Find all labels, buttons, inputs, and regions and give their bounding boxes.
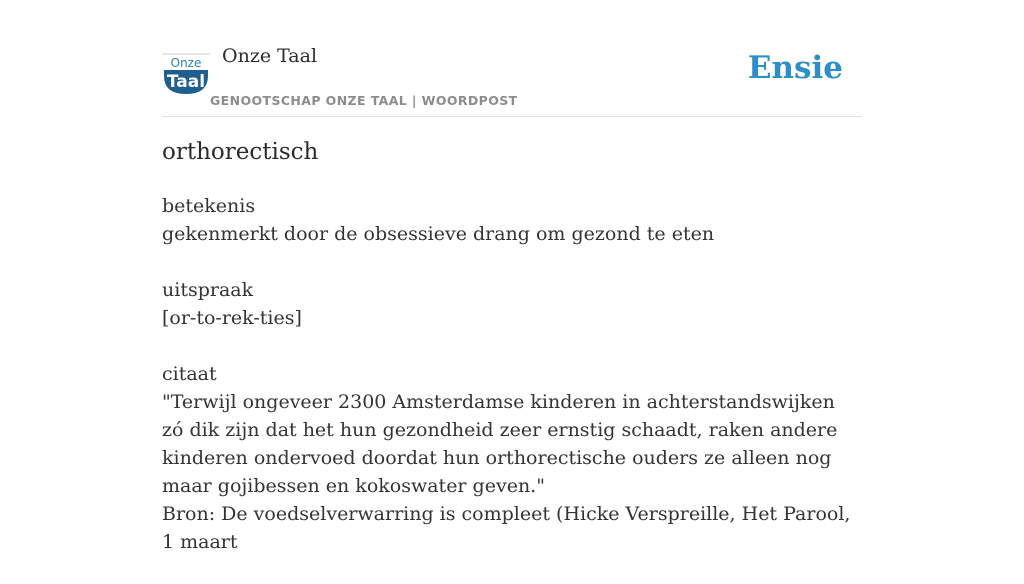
ensie-brand-link[interactable]: Ensie (747, 50, 843, 86)
logo-text-top: Onze (170, 56, 202, 70)
site-name[interactable]: Onze Taal (222, 45, 318, 67)
pronunciation-text: [or-to-rek-ties] (162, 307, 302, 329)
quote-source: Bron: De voedselverwarring is compleet (Hicke Verspreille, Het Parool, 1 maart (162, 503, 851, 553)
entry-content (162, 192, 862, 584)
entry-word-title: orthorectisch (162, 139, 319, 165)
pronunciation-section (162, 276, 862, 332)
quote-text: "Terwijl ongeveer 2300 Amsterdamse kinderen in achterstandswijken zó dik zijn dat het hun gezondheid zeer ernstig schaadt, raken andere kinderen ondervoed doordat hun orthorectische ouders ze alleen nog maar gojibessen en kokoswater geven." (162, 391, 838, 497)
site-subtitle: GENOOTSCHAP ONZE TAAL | WOORDPOST (210, 93, 518, 108)
quote-label: citaat (162, 363, 217, 385)
meaning-label: betekenis (162, 195, 256, 217)
site-header (162, 0, 862, 117)
meaning-text: gekenmerkt door de obsessieve drang om gezond te eten (162, 223, 715, 245)
pronunciation-label: uitspraak (162, 279, 254, 301)
onze-taal-logo[interactable] (162, 50, 210, 96)
quote-section (162, 360, 862, 556)
page-container (162, 0, 862, 553)
logo-text-bottom: Taal (166, 72, 206, 92)
meaning-section (162, 192, 862, 248)
